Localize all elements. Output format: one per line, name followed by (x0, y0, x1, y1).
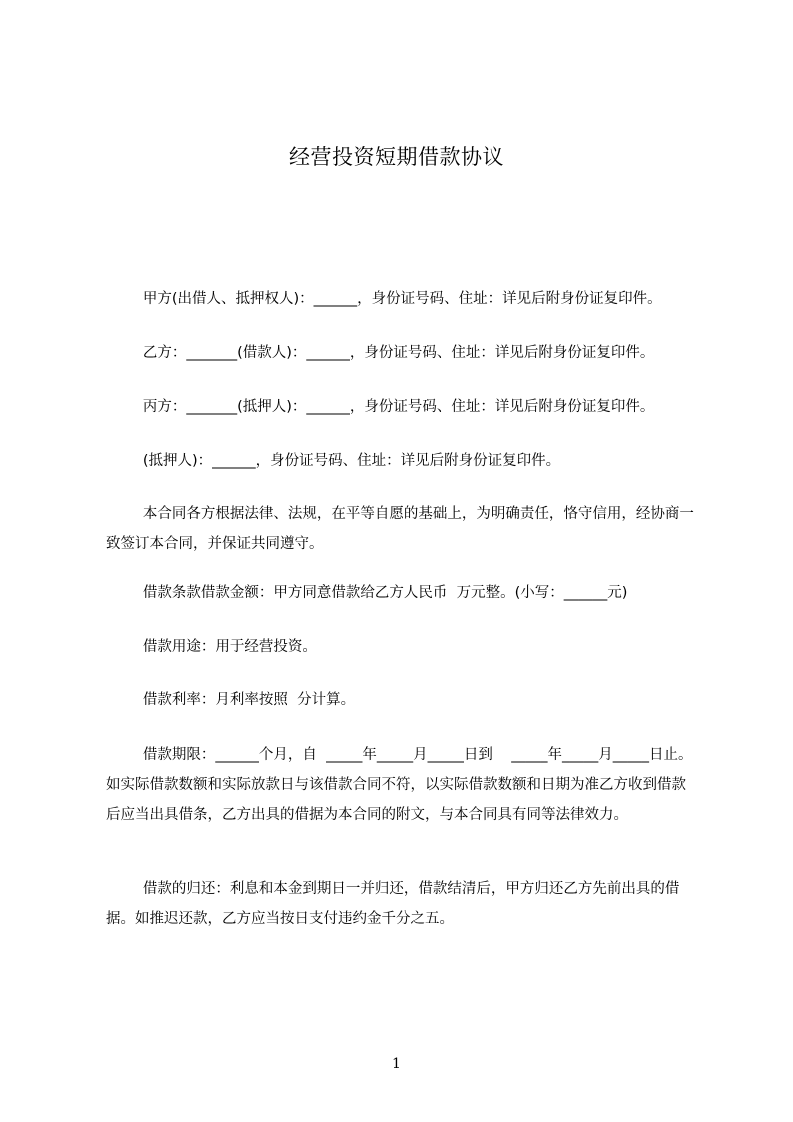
paragraph-interest-rate: 借款利率：月利率按照 分计算。 (106, 692, 356, 708)
paragraph-loan-purpose: 借款用途：用于经营投资。 (106, 639, 317, 655)
document-title: 经营投资短期借款协议 (289, 145, 504, 169)
paragraph-preamble: 本合同各方根据法律、法规，在平等自愿的基础上，为明确责任，恪守信用，经协商一致签订本合同，并保证共同遵守。 (106, 506, 694, 552)
paragraph-mortgagor: (抵押人)：______，身份证号码、住址：详见后附身份证复印件。 (106, 453, 561, 469)
page-number: 1 (392, 1056, 401, 1072)
paragraph-loan-amount: 借款条款借款金额：甲方同意借款给乙方人民币 万元整。(小写：______元) (106, 585, 628, 601)
paragraph-loan-term: 借款期限：______个月，自 _____年_____月_____日到 _____年_____月_____日止。如实际借款数额和实际放款日与该借款合同不符，以实际借款数额和日期为准乙方收到借款后应当出具借条，乙方出具的借据为本合同的附文，与本合同具有同等法律效力。 (106, 747, 693, 823)
paragraph-party-a: 甲方(出借人、抵押权人)：______，身份证号码、住址：详见后附身份证复印件。 (106, 291, 662, 307)
paragraph-repayment: 借款的归还：利息和本金到期日一并归还，借款结清后，甲方归还乙方先前出具的借据。如推迟还款，乙方应当按日支付违约金千分之五。 (106, 881, 680, 927)
paragraph-party-b: 乙方：_______(借款人)：______，身份证号码、住址：详见后附身份证复印件。 (106, 345, 655, 361)
paragraph-party-c: 丙方：_______(抵押人)：______，身份证号码、住址：详见后附身份证复印件。 (106, 399, 655, 415)
